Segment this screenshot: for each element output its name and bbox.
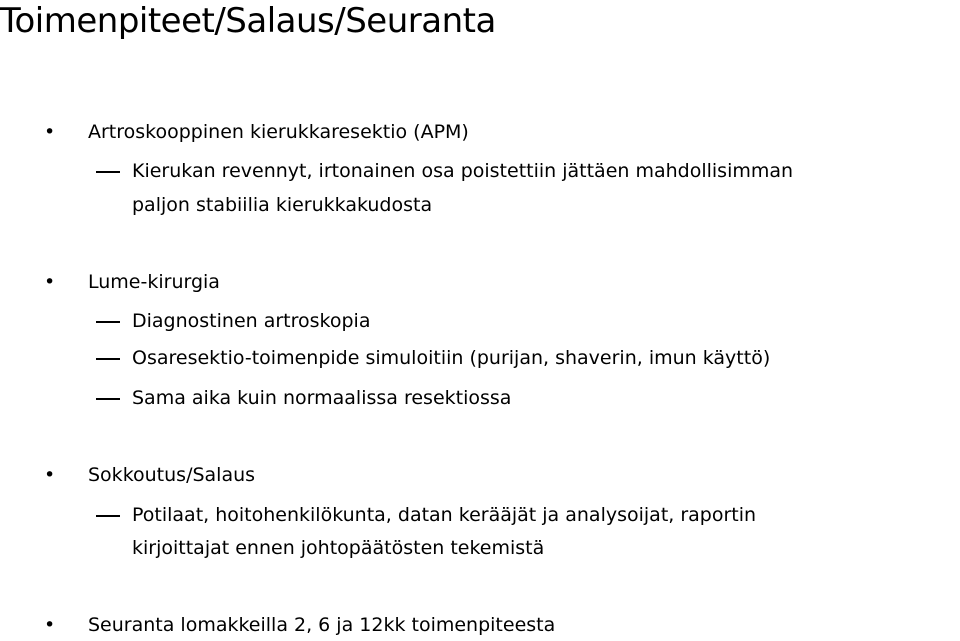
sub-item-text: kirjoittajat ennen johtopäätösten tekemistä	[132, 537, 545, 559]
bullet-item-sokkoutus	[44, 462, 944, 488]
bullet-label: Seuranta lomakkeilla 2, 6 ja 12kk toimenpiteesta	[88, 614, 556, 636]
slide-title: Toimenpiteet/Salaus/Seuranta	[0, 1, 496, 41]
bullet-icon: •	[44, 271, 56, 293]
sub-item-text: paljon stabiilia kierukkakudosta	[132, 194, 433, 216]
dash-icon	[96, 515, 120, 517]
bullet-item-lume	[44, 269, 944, 295]
sub-item	[96, 498, 956, 532]
sub-item-text: Sama aika kuin normaalissa resektiossa	[132, 387, 512, 409]
bullet-icon: •	[44, 121, 56, 143]
bullet-label: Artroskooppinen kierukkaresektio (APM)	[88, 121, 469, 143]
sub-item-text: Potilaat, hoitohenkilökunta, datan kerääjät ja analysoijat, raportin	[132, 504, 757, 526]
sub-item	[96, 304, 956, 338]
sub-item	[96, 154, 956, 188]
sub-item	[96, 341, 956, 375]
bullet-icon: •	[44, 614, 56, 636]
sub-item-text: Osaresektio-toimenpide simuloitiin (purijan, shaverin, imun käyttö)	[132, 347, 771, 369]
dash-icon	[96, 171, 120, 173]
bullet-item-seuranta	[44, 612, 944, 638]
bullet-label: Sokkoutus/Salaus	[88, 464, 256, 486]
dash-icon	[96, 398, 120, 400]
sub-item-text: Kierukan revennyt, irtonainen osa poistettiin jättäen mahdollisimman	[132, 160, 794, 182]
bullet-icon: •	[44, 464, 56, 486]
sub-item-continuation	[96, 531, 956, 565]
bullet-item-apm	[44, 119, 944, 145]
dash-icon	[96, 321, 120, 323]
sub-item-text: Diagnostinen artroskopia	[132, 310, 371, 332]
dash-icon	[96, 358, 120, 360]
sub-item	[96, 381, 956, 415]
sub-item-continuation	[96, 188, 956, 222]
bullet-label: Lume-kirurgia	[88, 271, 220, 293]
